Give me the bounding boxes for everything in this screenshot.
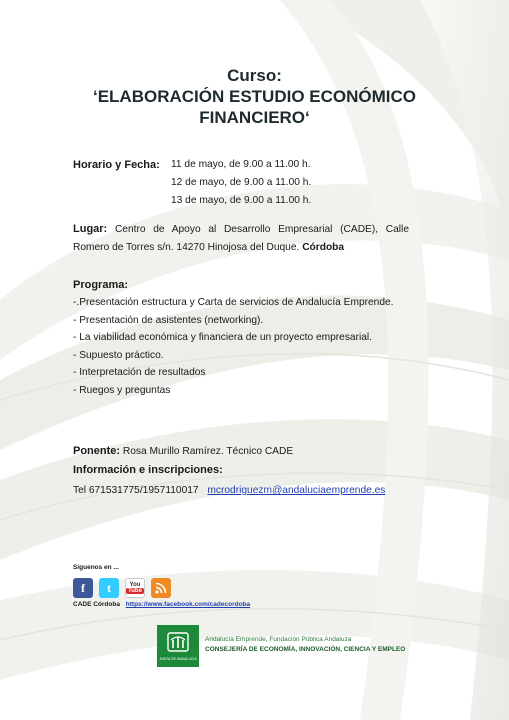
speaker-name: Rosa Murillo Ramírez. Técnico CADE (122, 446, 294, 457)
program-list (73, 294, 453, 399)
footer-line-2: CONSEJERÍA DE ECONOMÍA, INNOVACIÓN, CIENCIA Y EMPLEO (205, 646, 406, 653)
list-item: - Presentación de asistentes (networking). (73, 314, 264, 326)
youtube-icon[interactable] (125, 578, 145, 598)
list-item: - Ruegos y preguntas (73, 384, 171, 396)
cade-facebook-line (73, 601, 250, 608)
list-item: -.Presentación estructura y Carta de servicios de Andalucía Emprende. (73, 297, 394, 308)
speaker-label: Ponente: (73, 445, 121, 457)
schedule-label: Horario y Fecha: (73, 159, 160, 171)
phone-number: Tel 671531775/1957110017 (73, 485, 199, 496)
junta-andalucia-logo (157, 625, 199, 667)
footer-text (205, 635, 405, 655)
list-item: - Interpretación de resultados (73, 367, 206, 378)
title-line-2: ‘ELABORACIÓN ESTUDIO ECONÓMICO (92, 87, 416, 106)
schedule-date: 13 de mayo, de 9.00 a 11.00 h. (171, 195, 312, 206)
email-link[interactable]: mcrodriguezm@andaluciaemprende.es (207, 485, 386, 496)
speaker-section (73, 442, 453, 461)
list-item: - La viabilidad económica y financiera de un proyecto empresarial. (73, 332, 372, 343)
info-label: Información e inscripciones: (73, 464, 223, 476)
youtube-you-text: You (129, 582, 141, 588)
location-text: Centro de Apoyo al Desarrollo Empresarial (CADE), Calle Romero de Torres s/n. 14270 Hinojosa del Duque. (73, 224, 409, 253)
facebook-icon[interactable]: f (73, 578, 93, 598)
program-section (73, 276, 453, 399)
schedule-date: 12 de mayo, de 9.00 a 11.00 h. (171, 177, 312, 188)
course-title (0, 65, 509, 128)
facebook-link[interactable]: https://www.facebook.com/cadecordoba (125, 601, 251, 608)
youtube-tube-text: Tube (128, 588, 142, 594)
contact-section (73, 482, 473, 500)
follow-us-label: Síguenos en ... (73, 564, 119, 571)
location-section (73, 220, 409, 257)
cade-label: CADE Córdoba (73, 601, 120, 608)
location-label: Lugar: (73, 223, 108, 235)
schedule-date: 11 de mayo, de 9.00 a 11.00 h. (171, 159, 311, 170)
program-label: Programa: (73, 279, 129, 291)
location-city: Córdoba (302, 242, 345, 253)
social-icons (73, 578, 171, 598)
schedule-section (73, 156, 433, 210)
twitter-icon[interactable]: t (99, 578, 119, 598)
logo-caption: JUNTA DE ANDALUCIA (159, 657, 197, 661)
rss-icon[interactable] (151, 578, 171, 598)
footer-line-1: Andalucía Emprende, Fundación Pública Andaluza (205, 636, 352, 643)
title-line-1: Curso: (227, 66, 282, 85)
info-section (73, 461, 453, 480)
title-line-3: FINANCIERO‘ (199, 108, 310, 127)
list-item: - Supuesto práctico. (73, 349, 164, 361)
shield-icon (165, 631, 191, 655)
